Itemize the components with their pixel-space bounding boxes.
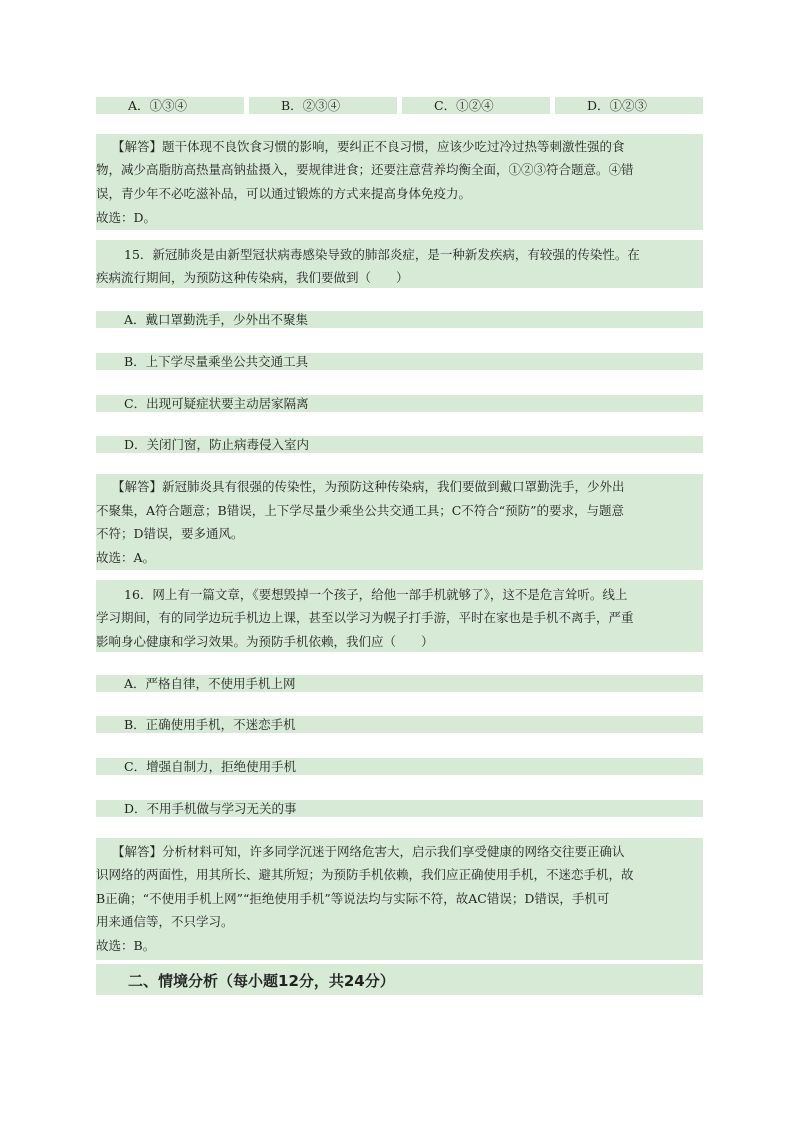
q15-option-c[interactable]: C．出现可疑症状要主动居家隔离	[96, 395, 703, 412]
q15-stem-line-2: 疾病流行期间，为预防这种传染病，我们要做到（ ）	[96, 270, 409, 285]
q14-answer-line-3: 误，青少年不必吃滋补品，可以通过锻炼的方式来提高身体免疫力。	[96, 186, 472, 201]
q15-answer-line-2: 不聚集，A符合题意；B错误，上下学尽量少乘坐公共交通工具；C不符合“预防”的要求，与题意	[96, 503, 625, 518]
q16-answer-line-1: 【解答】分析材料可知，许多同学沉迷于网络危害大，启示我们享受健康的网络交往要正确认	[112, 844, 625, 859]
q16-option-d[interactable]: D．不用手机做与学习无关的事	[96, 800, 703, 817]
q16-answer-line-2: 识网络的两面性，用其所长、避其所短；为预防手机依赖，我们应正确使用手机，不迷恋手机，故	[96, 867, 634, 882]
q16-option-a[interactable]: A．严格自律，不使用手机上网	[96, 675, 703, 692]
q14-option-a[interactable]: A．①③④	[96, 97, 244, 114]
q16-stem-line-3: 影响身心健康和学习效果。为预防手机依赖，我们应（ ）	[96, 634, 434, 649]
q15-option-b[interactable]: B．上下学尽量乘坐公共交通工具	[96, 353, 703, 370]
q14-answer-line-2: 物，减少高脂肪高热量高钠盐摄入，要规律进食；还要注意营养均衡全面，①②③符合题意。④错	[96, 162, 634, 177]
section-title: 二、情境分析（每小题12分，共24分）	[128, 972, 395, 990]
q14-option-c[interactable]: C．①②④	[402, 97, 550, 114]
q14-choice: 故选：D。	[96, 210, 157, 225]
q15-answer-line-1: 【解答】新冠肺炎具有很强的传染性，为预防这种传染病，我们要做到戴口罩勤洗手，少外出	[112, 479, 625, 494]
q16-answer-line-3: B正确；“不使用手机上网”“拒绝使用手机”等说法均与实际不符，故AC错误；D错误，手机可	[96, 891, 610, 906]
q16-stem-line-1: 16．网上有一篇文章，《要想毁掉一个孩子，给他一部手机就够了》，这不是危言耸听。线上	[124, 587, 628, 602]
q16-option-c[interactable]: C．增强自制力，拒绝使用手机	[96, 758, 703, 775]
q16-stem-line-2: 学习期间，有的同学边玩手机边上课，甚至以学习为幌子打手游，平时在家也是手机不离手，严重	[96, 610, 634, 625]
q15-answer-line-3: 不符；D错误，要多通风。	[96, 526, 244, 541]
q16-answer-line-4: 用来通信等，不只学习。	[96, 914, 234, 929]
q16-choice: 故选：B。	[96, 938, 156, 953]
q15-option-a[interactable]: A．戴口罩勤洗手，少外出不聚集	[96, 311, 703, 328]
q16-option-b[interactable]: B．正确使用手机，不迷恋手机	[96, 716, 703, 733]
q15-choice: 故选：A。	[96, 550, 156, 565]
q14-option-b[interactable]: B．②③④	[249, 97, 397, 114]
q14-options	[96, 97, 703, 114]
q14-option-d[interactable]: D．①②③	[555, 97, 703, 114]
q14-answer-line-1: 【解答】题干体现不良饮食习惯的影响，要纠正不良习惯，应该少吃过冷过热等刺激性强的食	[112, 139, 625, 154]
q15-stem-line-1: 15．新冠肺炎是由新型冠状病毒感染导致的肺部炎症，是一种新发疾病，有较强的传染性。在	[124, 247, 640, 262]
q15-option-d[interactable]: D．关闭门窗，防止病毒侵入室内	[96, 436, 703, 453]
